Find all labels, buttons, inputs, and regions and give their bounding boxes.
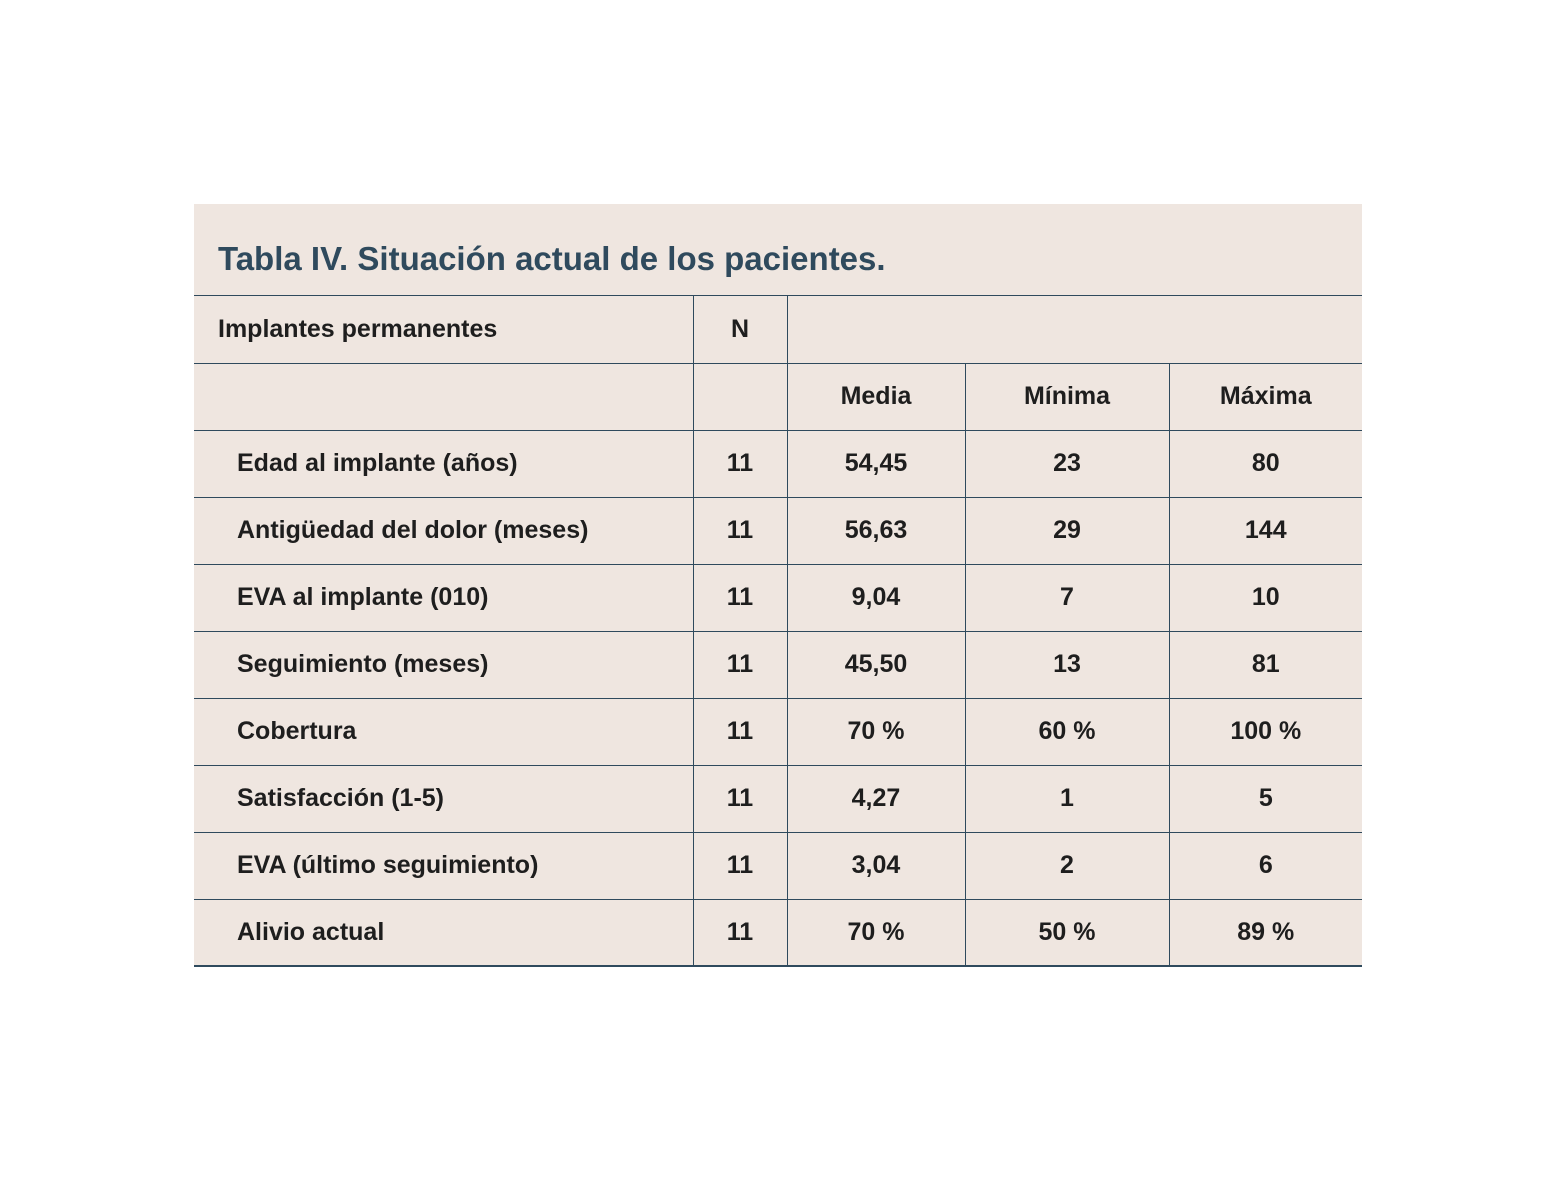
table-row [194,698,1362,765]
row-minima: 23 [965,430,1169,497]
row-label: EVA al implante (010) [194,564,693,631]
row-label: Antigüedad del dolor (meses) [194,497,693,564]
header-media: Media [787,363,965,430]
row-maxima: 144 [1169,497,1362,564]
row-media: 70 % [787,899,965,966]
header-row-stats [194,363,1362,430]
header-empty-label [194,363,693,430]
row-minima: 2 [965,832,1169,899]
row-label: Cobertura [194,698,693,765]
table-card [194,204,1362,967]
row-maxima: 10 [1169,564,1362,631]
header-implantes-permanentes: Implantes permanentes [194,296,693,363]
row-label: Seguimiento (meses) [194,631,693,698]
row-maxima: 89 % [1169,899,1362,966]
row-media: 70 % [787,698,965,765]
table-title: Tabla IV. Situación actual de los pacientes. [194,204,1362,296]
row-n: 11 [693,497,787,564]
row-media: 45,50 [787,631,965,698]
row-n: 11 [693,832,787,899]
header-maxima: Máxima [1169,363,1362,430]
row-media: 54,45 [787,430,965,497]
row-n: 11 [693,899,787,966]
table-row [194,765,1362,832]
row-media: 56,63 [787,497,965,564]
table-row [194,430,1362,497]
header-row-group [194,296,1362,363]
row-n: 11 [693,631,787,698]
row-media: 3,04 [787,832,965,899]
row-n: 11 [693,698,787,765]
row-n: 11 [693,430,787,497]
table-row [194,631,1362,698]
row-label: Satisfacción (1-5) [194,765,693,832]
data-table [194,296,1362,967]
row-label: EVA (último seguimiento) [194,832,693,899]
row-maxima: 5 [1169,765,1362,832]
row-minima: 1 [965,765,1169,832]
header-empty-n [693,363,787,430]
table-row [194,564,1362,631]
table-row [194,497,1362,564]
row-maxima: 6 [1169,832,1362,899]
row-minima: 29 [965,497,1169,564]
row-minima: 13 [965,631,1169,698]
row-minima: 7 [965,564,1169,631]
header-n: N [693,296,787,363]
header-minima: Mínima [965,363,1169,430]
row-n: 11 [693,765,787,832]
table-row [194,899,1362,966]
row-label: Alivio actual [194,899,693,966]
header-empty-span [787,296,1362,363]
row-maxima: 80 [1169,430,1362,497]
row-maxima: 100 % [1169,698,1362,765]
row-media: 4,27 [787,765,965,832]
table-row [194,832,1362,899]
row-media: 9,04 [787,564,965,631]
row-minima: 60 % [965,698,1169,765]
row-maxima: 81 [1169,631,1362,698]
row-n: 11 [693,564,787,631]
row-minima: 50 % [965,899,1169,966]
row-label: Edad al implante (años) [194,430,693,497]
